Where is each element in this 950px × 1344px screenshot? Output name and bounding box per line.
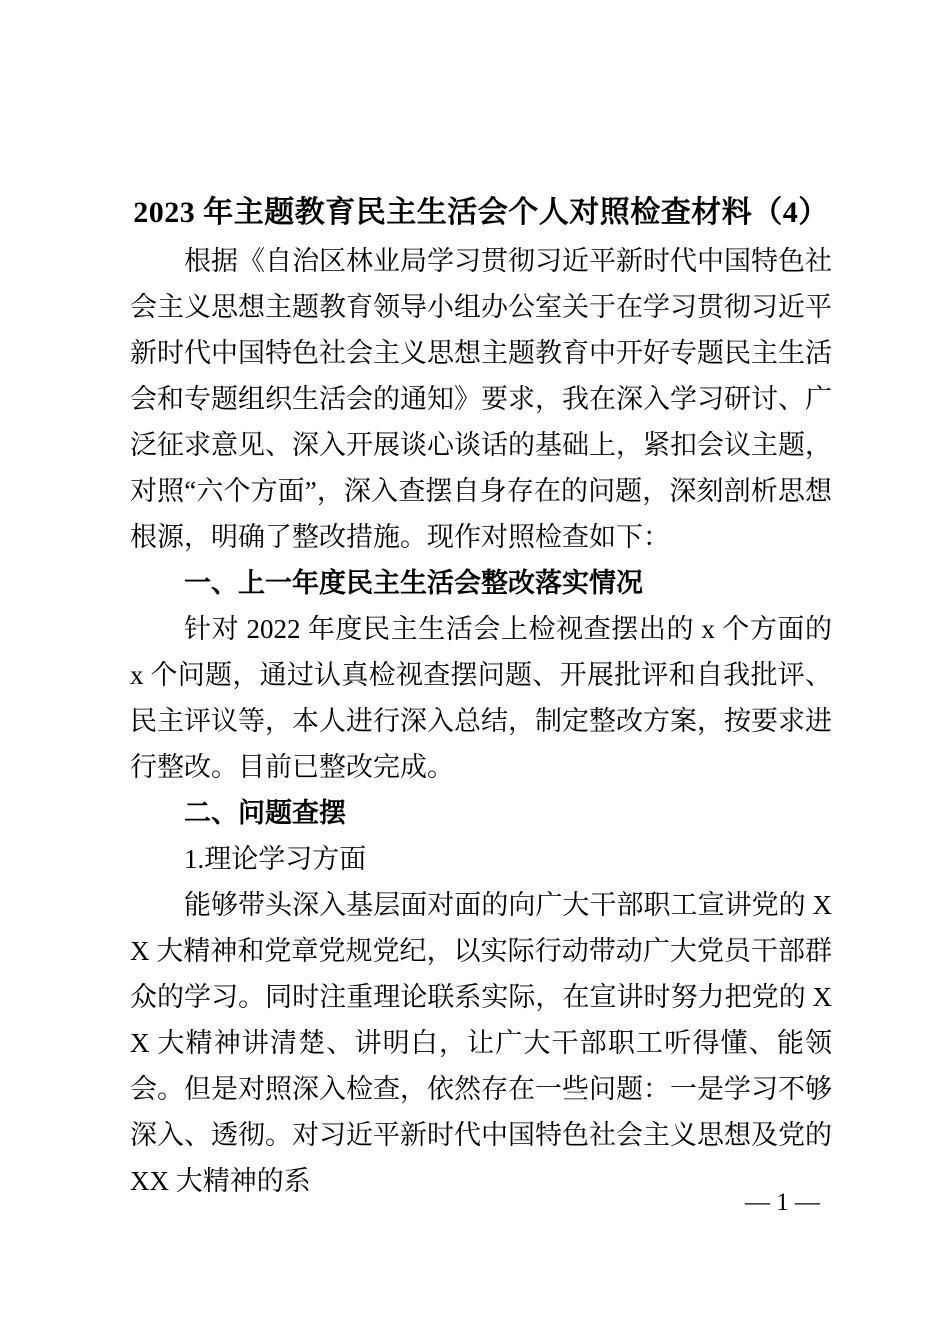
section-2-paragraph-1: 能够带头深入基层面对面的向广大干部职工宣讲党的 XX 大精神和党章党规党纪，以实际行动带动广大党员干部群众的学习。同时注重理论联系实际，在宣讲时努力把党的 XX 大精神讲清楚、讲明白，让广大干部职工听得懂、能领会。但是对照深入检查，依然存在一些问题：一是学习不够深入、透彻。对习近平新时代中国特色社会主义思想及党的 XX 大精神的系 [130, 890, 832, 1196]
intro-paragraph: 根据《自治区林业局学习贯彻习近平新时代中国特色社会主义思想主题教育领导小组办公室关于在学习贯彻习近平新时代中国特色社会主义思想主题教育中开好专题民主生活会和专题组织生活会的通知》要求，我在深入学习研讨、广泛征求意见、深入开展谈心谈话的基础上，紧扣会议主题，对照“六个方面”，深入查摆自身存在的问题，深刻剖析思想根源，明确了整改措施。现作对照检查如下： [130, 246, 832, 552]
section-2-heading: 二、问题查摆 [184, 798, 346, 828]
section-1-heading: 一、上一年度民主生活会整改落实情况 [184, 568, 643, 598]
document-title: 2023 年主题教育民主生活会个人对照检查材料（4） [133, 196, 829, 229]
section-1-paragraph: 针对 2022 年度民主生活会上检视查摆出的 x 个方面的 x 个问题，通过认真检视查摆问题、开展批评和自我批评、民主评议等，本人进行深入总结，制定整改方案，按要求进行整改。目前已整改完成。 [130, 614, 832, 782]
page-number: — 1 — [745, 1189, 820, 1216]
document-content [130, 188, 832, 1204]
section-2-subheading-1: 1.理论学习方面 [184, 844, 367, 874]
